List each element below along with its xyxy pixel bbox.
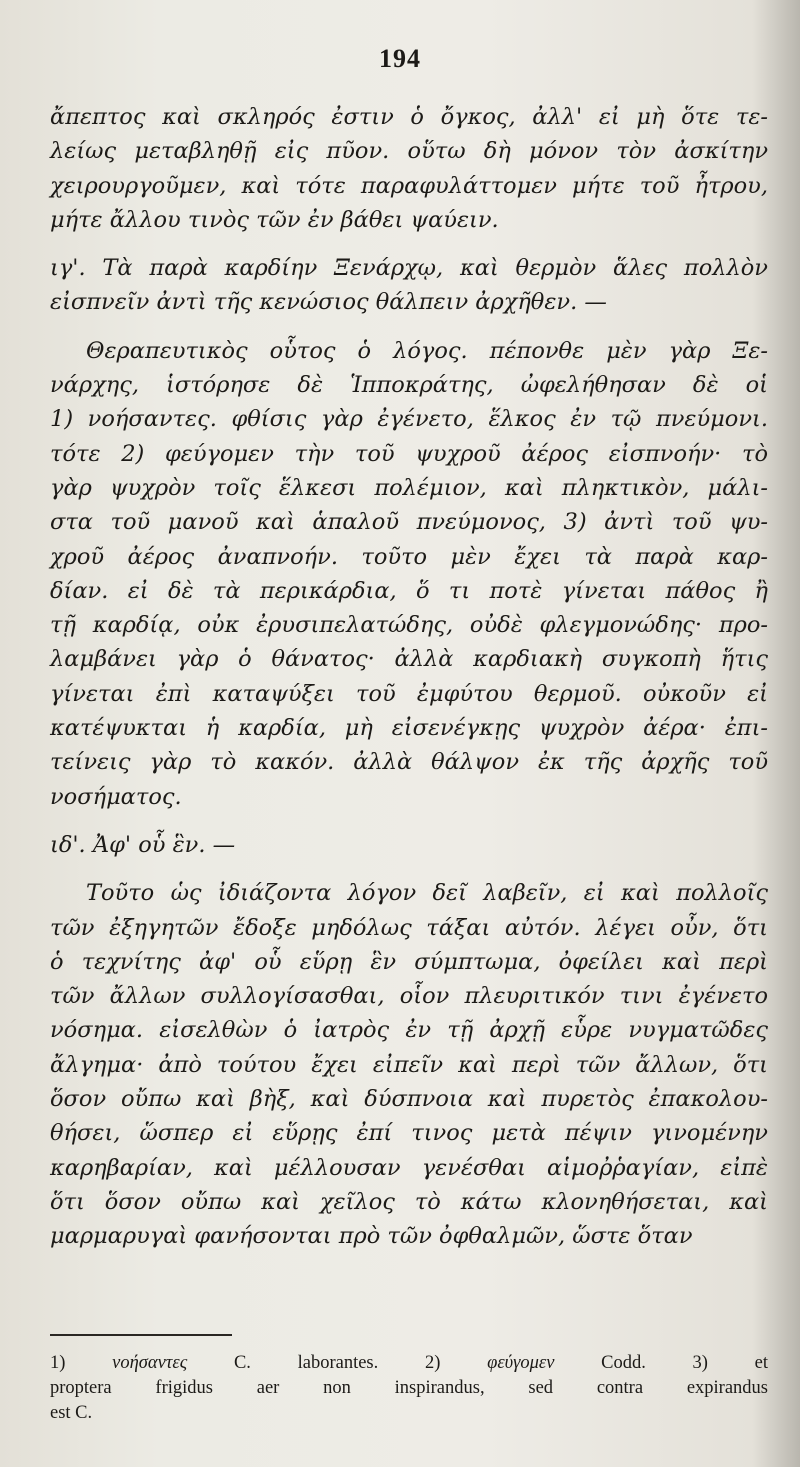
text-line: χειρουργοῦμεν, καὶ τότε παραφυλάττομεν μήτε τοῦ ἦτρου, (50, 172, 768, 199)
text-line: λαμβάνει γὰρ ὁ θάνατος· ἀλλὰ καρδιακὴ συγκοπὴ ἥτις (50, 646, 768, 673)
text-line: Θεραπευτικὸς οὗτος ὁ λόγος. πέπονθε μὲν γὰρ Ξε- (86, 337, 768, 364)
footnote-marker: 1) (50, 1353, 66, 1373)
text-line: 1) νοήσαντες. φθίσις γὰρ ἐγένετο, ἕλκος ἐν τῷ πνεύμονι. (50, 406, 768, 433)
text-line: θήσει, ὥσπερ εἰ εὕρῃς ἐπί τινος μετὰ πέψιν γινομένην (50, 1120, 768, 1147)
paragraph-gap (50, 320, 768, 334)
footnote-variant: νοήσαντες (112, 1353, 188, 1373)
text-line: εἰσπνεῖν ἀντὶ τῆς κενώσιος θάλπειν ἀρχῆθεν. — (50, 289, 607, 316)
footnote-line: est C. (50, 1403, 93, 1423)
paragraph (50, 334, 768, 814)
footnote-text: C. laborantes. (233, 1353, 379, 1373)
text-line: καρηβαρίαν, καὶ μέλλουσαν γενέσθαι αἱμοῤῥαγίαν, εἰπὲ (50, 1154, 768, 1181)
text-line: μαρμαρυγαὶ φανήσονται πρὸ τῶν ὀφθαλμῶν, ὥστε ὅταν (50, 1223, 693, 1250)
paragraph (50, 100, 768, 237)
text-line: ἄπεπτος καὶ σκληρός ἐστιν ὁ ὄγκος, ἀλλ' εἰ μὴ ὅτε τε- (50, 104, 768, 130)
paragraph-gap (50, 862, 768, 876)
text-line: γὰρ ψυχρὸν τοῖς ἕλκεσι πολέμιον, καὶ πληκτικὸν, μάλι- (50, 474, 768, 501)
footnote-text: Codd. (601, 1353, 646, 1373)
footnote-variant: φεύγομεν (487, 1353, 555, 1373)
text-line: στα τοῦ μανοῦ καὶ ἁπαλοῦ πνεύμονος, 3) ἀντὶ τοῦ ψυ- (50, 509, 768, 536)
paragraph (50, 251, 768, 320)
main-text (50, 100, 768, 1254)
paragraph (50, 828, 768, 862)
page-number: 194 (379, 44, 421, 73)
text-line: νοσήματος. (50, 783, 182, 810)
footnote-marker: 2) (424, 1353, 441, 1373)
text-line: τείνεις γὰρ τὸ κακόν. ἀλλὰ θάλψον ἐκ τῆς ἀρχῆς τοῦ (50, 749, 768, 776)
text-line: νάρχης, ἱστόρησε δὲ Ἱπποκράτης, ὠφελήθησαν δὲ οἱ (50, 372, 768, 399)
text-line: χροῦ ἀέρος ἀναπνοήν. τοῦτο μὲν ἔχει τὰ παρὰ καρ- (50, 543, 768, 570)
footnote-line: proptera frigidus aer non inspirandus, sed contra expirandus (50, 1378, 768, 1398)
footnotes (50, 1351, 768, 1426)
text-line: ὁ τεχνίτης ἀφ' οὗ εὕρῃ ἓν σύμπτωμα, ὀφείλει καὶ περὶ (50, 948, 768, 975)
paragraph (50, 876, 768, 1253)
text-line: ιγ'. Τὰ παρὰ καρδίην Ξενάρχῳ, καὶ θερμὸν ἅλες πολλὸν (50, 255, 768, 282)
text-line: ὅτι ὅσον οὔπω καὶ χεῖλος τὸ κάτω κλονηθήσεται, καὶ (50, 1188, 768, 1215)
text-line: γίνεται ἐπὶ καταψύξει τοῦ ἐμφύτου θερμοῦ. οὐκοῦν εἰ (50, 680, 768, 707)
text-line: ἄλγημα· ἀπὸ τούτου ἔχει εἰπεῖν καὶ περὶ τῶν ἄλλων, ὅτι (50, 1051, 768, 1078)
footnote-marker: 3) et (692, 1353, 769, 1373)
text-line: Τοῦτο ὡς ἰδιάζοντα λόγον δεῖ λαβεῖν, εἰ καὶ πολλοῖς (86, 880, 768, 907)
paragraph-gap (50, 814, 768, 828)
text-line: ὅσον οὔπω καὶ βὴξ, καὶ δύσπνοια καὶ πυρετὸς ἐπακολου- (50, 1086, 768, 1113)
text-line: τῶν ἄλλων συλλογίσασθαι, οἷον πλευριτικόν τινι ἐγένετο (50, 983, 768, 1010)
text-line: λείως μεταβληθῇ εἰς πῦον. οὕτω δὴ μόνον τὸν ἀσκίτην (50, 138, 768, 165)
footnote-divider (50, 1334, 232, 1336)
paragraph-gap (50, 237, 768, 251)
text-line: τότε 2) φεύγομεν τὴν τοῦ ψυχροῦ ἀέρος εἰσπνοήν· τὸ (50, 440, 768, 467)
text-line: ιδ'. Ἀφ' οὗ ἓν. — (50, 831, 236, 858)
text-line: δίαν. εἰ δὲ τὰ περικάρδια, ὅ τι ποτὲ γίνεται πάθος ἢ (50, 577, 768, 604)
footnote-line (50, 1351, 768, 1376)
text-line: μήτε ἄλλου τινὸς τῶν ἐν βάθει ψαύειν. (50, 206, 499, 233)
text-line: τῶν ἐξηγητῶν ἔδοξε μηδόλως τάξαι αὐτόν. λέγει οὖν, ὅτι (50, 914, 768, 941)
text-line: κατέψυκται ἡ καρδία, μὴ εἰσενέγκῃς ψυχρὸν ἀέρα· ἐπι- (50, 715, 768, 742)
text-line: τῇ καρδίᾳ, οὐκ ἐρυσιπελατώδης, οὐδὲ φλεγμονώδης· προ- (50, 612, 768, 639)
text-line: νόσημα. εἰσελθὼν ὁ ἰατρὸς ἐν τῇ ἀρχῇ εὗρε νυγματῶδες (50, 1017, 768, 1044)
